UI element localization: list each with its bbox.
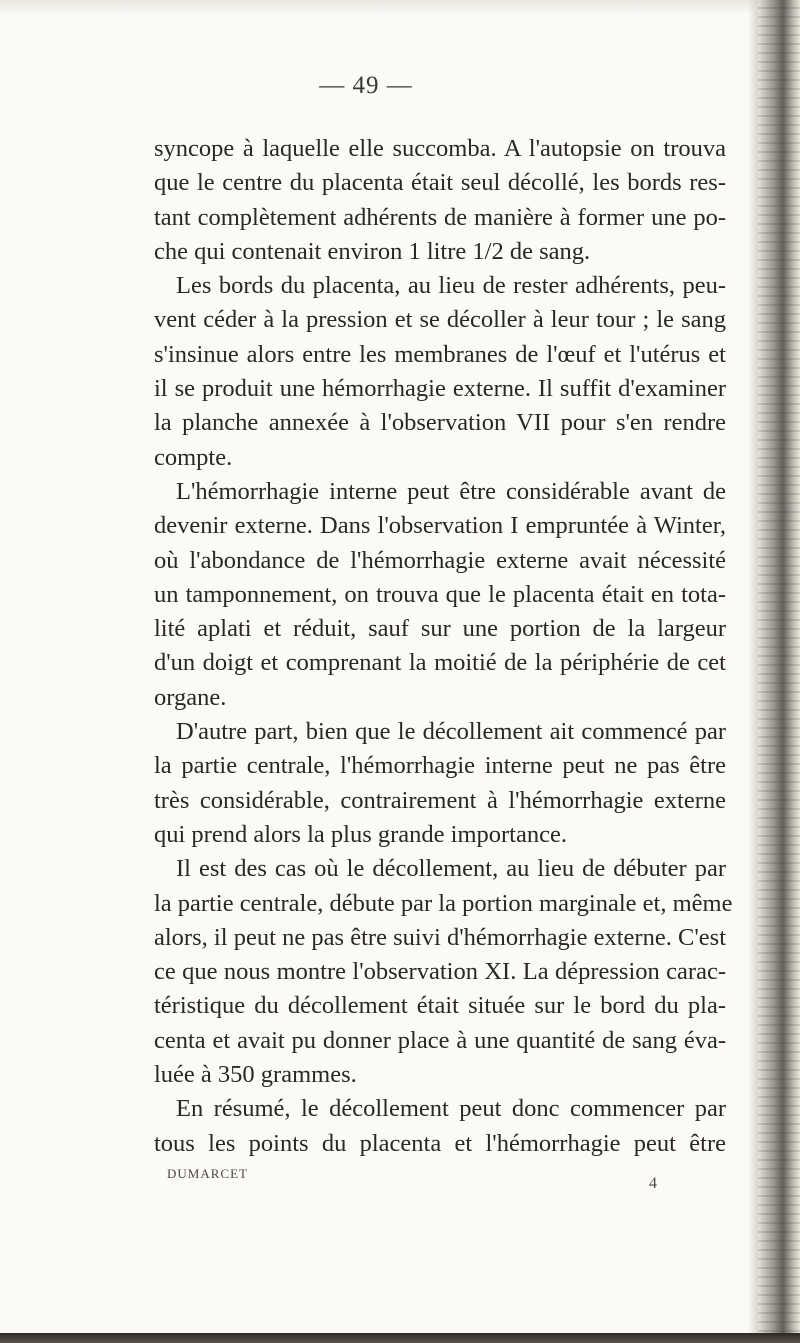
text-line: luée à 350 grammes. bbox=[154, 1061, 357, 1089]
text-line: vent céder à la pression et se décoller à leur tour ; le sang bbox=[154, 306, 726, 334]
running-footer-author: DUMARCET bbox=[167, 1166, 248, 1181]
text-line: syncope à laquelle elle succomba. A l'autopsie on trouva bbox=[154, 135, 726, 162]
text-line: ce que nous montre l'observation XI. La dépression carac- bbox=[154, 958, 726, 986]
binding-gutter-shadow bbox=[748, 0, 758, 1343]
text-line: lité aplati et réduit, sauf sur une portion de la largeur bbox=[154, 615, 726, 643]
text-line: L'hémorrhagie interne peut être considérable avant de bbox=[176, 477, 726, 505]
printer-signature-mark: 4 bbox=[649, 1175, 657, 1192]
text-line: che qui contenait environ 1 litre 1/2 de sang. bbox=[154, 237, 591, 265]
text-line: devenir externe. Dans l'observation I empruntée à Winter, bbox=[154, 512, 726, 540]
text-line: alors, il peut ne pas être suivi d'hémorrhagie externe. C'est bbox=[154, 923, 726, 951]
text-line: la planche annexée à l'observation VII pour s'en rendre bbox=[154, 409, 726, 437]
text-line: il se produit une hémorrhagie externe. Il suffit d'examiner bbox=[154, 375, 726, 403]
text-line: que le centre du placenta était seul décollé, les bords res- bbox=[154, 169, 726, 197]
text-line: qui prend alors la plus grande importance. bbox=[154, 820, 567, 848]
body-text bbox=[154, 132, 733, 1161]
text-line: s'insinue alors entre les membranes de l'œuf et l'utérus et bbox=[154, 340, 726, 368]
text-line: téristique du décollement était située sur le bord du pla- bbox=[154, 992, 726, 1020]
text-line: d'un doigt et comprenant la moitié de la périphérie de cet bbox=[154, 649, 726, 677]
page-bottom-edge bbox=[0, 1333, 800, 1343]
text-line: Les bords du placenta, au lieu de rester adhérents, peu- bbox=[176, 272, 726, 300]
text-line: centa et avait pu donner place à une quantité de sang éva- bbox=[154, 1026, 726, 1054]
page-number: — 49 — bbox=[319, 72, 413, 99]
text-line: la partie centrale, l'hémorrhagie interne peut ne pas être bbox=[154, 752, 726, 780]
text-line: où l'abondance de l'hémorrhagie externe avait nécessité bbox=[154, 546, 726, 574]
text-line: tant complètement adhérents de manière à former une po- bbox=[154, 203, 726, 231]
text-line: organe. bbox=[154, 683, 227, 711]
text-line: tous les points du placenta et l'hémorrhagie peut être bbox=[154, 1129, 726, 1157]
text-line: Il est des cas où le décollement, au lieu de débuter par bbox=[176, 855, 726, 883]
book-binding-edge bbox=[758, 0, 800, 1343]
page-top-shadow bbox=[0, 0, 800, 14]
text-line: très considérable, contrairement à l'hémorrhagie externe bbox=[154, 786, 726, 814]
text-line: la partie centrale, débute par la portion marginale et, même bbox=[154, 889, 733, 917]
text-line: En résumé, le décollement peut donc commencer par bbox=[176, 1095, 726, 1123]
text-line: un tamponnement, on trouva que le placenta était en tota- bbox=[154, 580, 726, 608]
text-line: compte. bbox=[154, 443, 233, 471]
text-line: D'autre part, bien que le décollement ait commencé par bbox=[176, 718, 726, 746]
